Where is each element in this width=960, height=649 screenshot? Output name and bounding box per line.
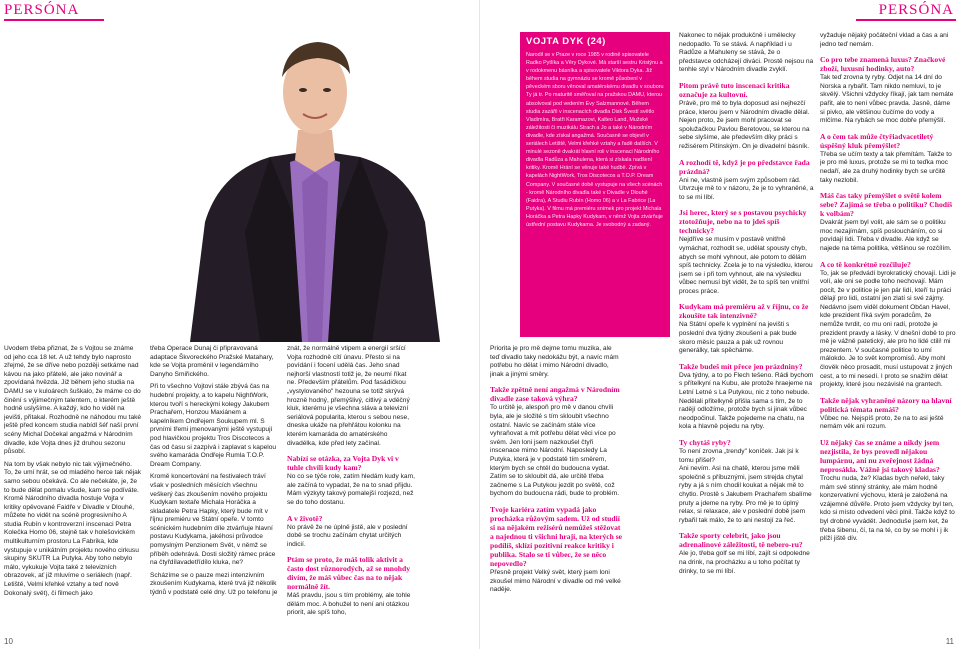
article-column-4: [490, 345, 623, 635]
article-paragraph: No co se týče role, zatím hledám kudy kam, ale začíná to vypadat, že na to snad přijdu. Mám výzkyty takový pomalejší rozjezd, než se do toho dostanu.: [287, 473, 415, 506]
article-paragraph: Dvakrát jsem byl volit, ale sám se o politiku moc nezajímám, spíš posloucháním, co si povídají lidi. Třeba v divadle. Ale když se najede na téma politika, většinou se rozčílím.: [820, 219, 952, 252]
page-number: 11: [945, 637, 954, 646]
interview-question: Nabízí se otázka, za Vojta Dyk vi v tuhle chvíli kudy kam?: [287, 454, 399, 473]
interview-question: Kudykam má premiéru až v říjnu, co že zkoušíte tak intenzivně?: [679, 302, 809, 321]
interview-question: Takže budeš mít přece jen prázdniny?: [679, 361, 803, 371]
article-paragraph: To určitě je, alespoň pro mě v danou chvíli byla, ale je složité s tím skloubit všechno ostatní. Navíc se začínám stále více vyhraňovat a mít potřebu dělat věci více po svém. Jen loni jsem nazkoušel čtyři inscenace mimo Národní. Naposledy La Putyka, která je v podstatě tím směrem, kterým bych se chtěl do budoucna vydat. Zatím se to skloubit dá, ale určitě třeba začneme s La Putykou jezdit po světě, což bychom do budoucna rádi, bude to problém.: [490, 404, 620, 498]
interview-question: Máš čas taky přemýšlet o světě kolem sebe? Zajímá se třeba o politiku? Chodíš k volbám?: [820, 191, 953, 219]
interview-question: Takže sporty celebrit, jako jsou adrenalinové záležitosti, tě nebero-ru?: [679, 531, 803, 550]
bio-box: [520, 32, 670, 337]
article-paragraph: vyžaduje nějaký počáteční vklad a čas a ani jedno teď nemám.: [820, 32, 949, 48]
article-paragraph: Dva týdny, a to po Flech tešeno. Rádi bychom s přítelkyní na Kubu, ale protože hraejeme na Letní Letné s La Putykou, nic z toho nebude. Nedělali přitelkyně přišla sama s tím, že to radějí odložíme, protože bych si jinak vůbec neodpočinul. Takže pojedeme na chatu, na kola a hlavně pojedu na ryby.: [679, 371, 814, 431]
interview-question: Pitom právě tuto inscenaci kritika označuje za kultovní.: [679, 80, 790, 99]
page-number: 10: [4, 637, 13, 646]
interview-question: Už nějaký čas se známe a nikdy jsem nezjistila, že bys provedl nějakou lumpárnu, ani nu zveřejnost žádná neprosákla. Vážně jsi takový kladas?: [820, 438, 940, 474]
article-column-6: [820, 32, 956, 637]
bio-title: VOJTA DYK (24): [526, 36, 606, 47]
article-paragraph: Na tom by však nebylo nic tak výjimečného. To, že umí hrát, se od mladého herce tak nějak samo sebou očekává. Co ale nečekáte, je, že to bude dělat pomalu všude, kam se podíváte. Kromě Národního divadla hostuje Vojta v kritiky opěvované Faidře v Divadle v Dlouhé, můžete ho vidět na scéně progresivního A studia Rubín v kontroverzní inscenaci Petra Kolečka Homo 06, stejně tak v holešovickém multikulturním prostoru La Fabrika, kde vystupuje v unikátním projektu nového cirkusu skupiny SKUTR La Putyka. Aby toho nebylo málo, vykukuje Vojta také z televizních obrazovek, ať již mluvíme o seriálech (např. Letiště, Velmi křehké vztahy a teď nově Dokonalý svět), či filmech jako: [4, 460, 142, 597]
article-paragraph: To není zrovna „trendy" koníček. Jak jsi k tomu přišel?: [679, 448, 799, 464]
section-title: PERSÓNA: [4, 2, 80, 18]
interview-question: Jsi herec, který se s postavou psychicky ztotožňuje, nebo na to jdeš spíš technicky?: [679, 208, 807, 236]
article-paragraph: Tak teď zrovna ty ryby. Odjet na 14 dní do Norska a rybařit. Tam nikdo nemluví, to je skvělý. Všichni vždycky říkají, jak tam nemáte pařit, ale to není vůbec pravda. Jasně, dáme si pivko, ale většinou čučíme do vody a mlčíme. Na rybách se moc dobře přemýšlí.: [820, 74, 954, 125]
article-paragraph: Ale jo, třeba golf se mi líbí, zajít si odpoledne na drink, na procházku a u toho počítat ty drinky, to se mi líbí.: [679, 550, 810, 575]
article-paragraph: Při to všechno Vojtovi stále zbývá čas na hudební projekty, a to kapelu NightWork, kterou tvoří s hereckými kolegy Jakubem Prachařem, Honzou Maxiánem a kapelníkem Ondřejem Soukupem ml. S prvními třemi jmenovanými ještě vystupují pod hlavičkou projektu Tros Discotecos a čas od času si zazpívá i zaplavat s kapelou svého kamaráda Ondřeje Rumla T.O.P. Dream Company.: [150, 383, 277, 468]
article-paragraph: třeba Operace Dunaj či připravovaná adaptace Škvoreckého Pražské Matahary, kde se Vojta proměnil v legendárního Danyho Smiřického.: [150, 345, 274, 378]
article-column-3: [287, 345, 417, 635]
interview-question: A o čem tak může čtyřiadvacetiletý úspěšný kluk přemýšlet?: [820, 131, 934, 150]
article-paragraph: Priorita je pro mě dejme tomu muzika, ale teď divadlo taky nedokážu být, a navíc mám potřebu ho dělat i mimo Národní divadlo, jinak a jinými směry.: [490, 345, 619, 378]
article-paragraph: Ani ne, vlastně jsem svým způsobem rád. Utvrzuje mě to v názoru, že je to vyhraněné, a to se mi líbí.: [679, 176, 814, 201]
article-paragraph: Scházíme se o pauze mezi intenzivním zkoušením Kudykama, které trvá již několik týdnů v podstatě celé dny. Už po telefonu je: [150, 571, 278, 597]
article-paragraph: Trochu nuda, že? Kladas bych neřekl, taky mám své stinný stránky, ale mám hodně konzervativní výchovu, která je založená na vzájemné důvěře. Proto jsem vždycky byl ten, kdo si místo odvedení věci plnil. Takže když to byl drobné vyvádět. Jednoduše jsem ket, že třeba šibenu, čí, ta na té, co by se mohl i j ik plíží jiště dív.: [820, 475, 955, 543]
article-paragraph: Máš pravdu, jsou s tím problémy, ale tohle dělám moc. A bohužel to není ani otázkou priorit, ale spíš toho,: [287, 592, 411, 617]
interview-question: Takže nějak vyhraněné názory na hlavní politická témata nemáš?: [820, 395, 952, 414]
article-paragraph: znát, že normálně vtipem a energií sršící Vojta rozhodně cítí únavu. Přesto si na povídání i focení udělá čas. Jeho snad nejhorší vlastností totiž je, že neumí říkat ne. Především přátelům. Pod fasádičkou „vystylovaného" hezouna se totiž skrývá hrozně hodný, přemýšlivý, citlivý a vděčný kluk, kterému je všechna sláva a televizní seriálová popularita, kterou s sebou nese, dneska ukáže na přehřátou kolonku na kterém kamaráda do amatérského divadélka, kde před lety začínal.: [287, 345, 410, 447]
article-column-1: [4, 345, 142, 635]
article-paragraph: Úvodem třeba přiznat, že s Vojtou se známe od jeho cca 18 let. A už tehdy bylo naprosto zřejmé, že se dříve nebo později setkáme nad kávou na jako přátelé, ale jako novinář a zpovídaná hvězda. Již během jeho studia na DAMU se v kuloárech šuškalo, že máme co do činění s výjimečným talentem, o kterém ještě hodně uslyšíme. A každý, kdo ho viděl na jevišti, přitakal. Rozhodně ne náhodou mu také ještě před koncem studia nabídl šéf naší první scény Michal Dočekal angažmá v Národním divadle, kde Vojta dnes již druhou sezonu působí.: [4, 345, 142, 456]
interview-question: Ty chytáš ryby?: [679, 438, 731, 447]
article-paragraph: To, jak se předvádí byrokratický chovají. Lidi je volí, ale oni se podle toho nechovají. Mám pocit, že v politice je jen pár lidí, kteří tu práci dělají pro lidi, ostatní jen zlatí si své zájmy. Nedávno jsem viděl dokument Občan Havel, kde prezident říká svým poradcům, že nemůže tvrdit, co mu oni radí, protože je prezident pravdy a lásky. V dnešní době to pro mě je vážně patetický, ale pro ho lidé ctili! mi prezentem. V současné politice to umí málokdo. Je to svět kompromisů. Aby mohl člověk něco prosadit, musí ustupovat z jiných cest, a to mi nesedí. I proto se snažím dělat projekty, které jsou nezávislé na grantech.: [820, 269, 956, 389]
interview-question: Tvoje kariéra zatím vypadá jako procházka růžovým sadem. Už od studií si na nějakém režisérů nemůžeš stěžovat a najednou ti všichni hrají, na kterých se podílíš, sklízí pozitivní reakce kritiky i publika. Stalo se ti vůbec, že se něco nepovedlo?: [490, 504, 623, 568]
article-column-5: [679, 32, 814, 637]
portrait-illustration: [150, 22, 480, 342]
article-paragraph: Kromě koncertování na festivalech tráví však v posledních měsících všechnu veškerý čas zkoušením nového projektu Kudykam textaře Michala Horáčka a skladatele Petra Hapky, který bude mít v říjnu premiéru ve Státní opeře. V tomto scénickém hudebním díle ztvárňuje hlavní postavu Kudykama, jakéhosi průvodce pomyslným Penzionem Svět, v němž se příběh odehrává. Dosti složitý rámec práce na čtyřdílavadetřídílo kluka, ne?: [150, 473, 276, 567]
interview-question: A co tě konkrétně rozčiluje?: [820, 259, 911, 269]
interview-question: A rozhodí tě, když je po představce řada prázdná?: [679, 157, 810, 176]
article-paragraph: Vůbec ne. Nejspíš proto, že na to asi ještě nemám věk ani rozum.: [820, 414, 944, 431]
article-paragraph: Třeba se učím texty a tak přemítám. Takže to je pro mě luxus, protože se mi to teďka moc nedaří, ale za druhý hodinky bych se určitě taky nezlobil.: [820, 150, 952, 184]
section-title: PERSÓNA: [878, 2, 954, 18]
bio-text: Narodil se v Praze v roce 1985 v rodině spisovatele Radko Pytlíka a Věry Dykové. Má starší sestru Kristýnu a v rodokmenu básníka a spisovatele Viktora Dyka. Již během studia na gymnáziu se kromě působení v pěveckém sboru věnoval amatérskému divadlu v souboru Ty já tr. Po maturitě směřoval na pražskou DAMU, kterou absolvoval pod vedením Evy Salzmannové. Během studia zazářil v inscenacích divadla Disk Švestí světlo Vladimíra, Bratři Karamazovi, Kalteo Land, Mužské záležitosti či muzikálu Strach a Jo a také v Národním divadle, kde získal angažmá. Současně se objevil v seriálech Letiště, Velmi křehké vztahy a řadě dalších. V minulé sezoně dvakrát hlavní roli v inscenaci Národního divadla Radůza a Mahulena, která si získala nadšení kritiky. Kromě Hrání se věnuje také hudbě. Zpívá v kapelách NightWork, Tros Discotecos a T.O.P. Dream Company. V současné době vystupuje na všech scénách - kromě Národního divadla také v Divadle v Dlouhé (Faidra), A Studiu Rubín (Homo 06) a v La Fabrice (La Putyka). V filmu má premiéru snímek pro projekt Michala Horáčka a Petra Hapky Kudykam, v němž Vojta ztvárňuje ústřední postavu Kudykama. Je svobodný a zadaný.: [526, 52, 664, 228]
article-paragraph: Právě, pro mě to byla doposud asi nejhezčí práce, kterou jsem v Národním divadle dělal. Nejen proto, že jsem mohl pracovat se spolužačkou Pavlou Beretovou, se kterou na sebe slyšíme, ale především díky práci s režisérem Pitínským. On je divadelní básník.: [679, 99, 810, 150]
article-paragraph: Nejdříve se musím v postavě vnitřně vymáchat, rozhodit se, udělat spousty chyb, abych se mohl vyhnout, ale potom to dělám spíš technicky. Zcela je to na výsledku, kterou jsem se i při tom vyhnout, ale na výsledku vůbec nemusí být vidět, že to spíš ten vnitřní proces práce.: [679, 236, 813, 295]
interview-question: Co pro tebe znamená luxus? Značkové zboží, luxusní hodinky, auto?: [820, 55, 946, 74]
interview-question: A v životě?: [287, 513, 323, 523]
article-paragraph: Nakonec to nějak produkčně i umělecky nedopadlo. To se stává. A například i u Radůze a Mahuleny se stává, že o představce odcházejí diváci. Prostě nejsou na tenhle styl v Národním divadle zvyklí.: [679, 32, 814, 74]
title-rule: [4, 19, 104, 21]
interview-question: Ptám se proto, že máš tolik aktivit a často dost různorodých, až se mnohdy divím, že máš vůbec čas na to nějak normálně žít.: [287, 555, 411, 592]
article-column-2: [150, 345, 278, 635]
article-paragraph: Ani nevím. Asi na chatě, kterou jsme měli společně s příbuznými, jsem strejda chytal ryby a já s ním chodil koukat a nějak mě to chytlo. Prostě s Jakubem Prachařem sbalíme pruty a jdeme na ryby. Pro mě je to úplný relax, si relaxace, ale v poslední době jsem rybařil tak málo, že to ani nestojí za řeč.: [679, 465, 812, 524]
portrait-photo: [150, 22, 480, 342]
article-paragraph: Na Státní opeře k vyplnění na jevišti s poslední dva týdny zkoušení a pak bude skoro měsíc pauza a pak už rovnou generálky, tak spěcháme.: [679, 321, 797, 355]
article-paragraph: No právě že ne úplně jistě, ale v poslední době se trochu začínám chytat určitých indicií.: [287, 523, 408, 548]
article-paragraph: Přesně projekt Velký svět, který jsem loni zkoušel mimo Národní v divadle od mě velké naděje.: [490, 568, 621, 594]
title-rule: [856, 19, 956, 21]
interview-question: Takže zpětně není angažmá v Národním divadle zase taková výhra?: [490, 385, 620, 404]
